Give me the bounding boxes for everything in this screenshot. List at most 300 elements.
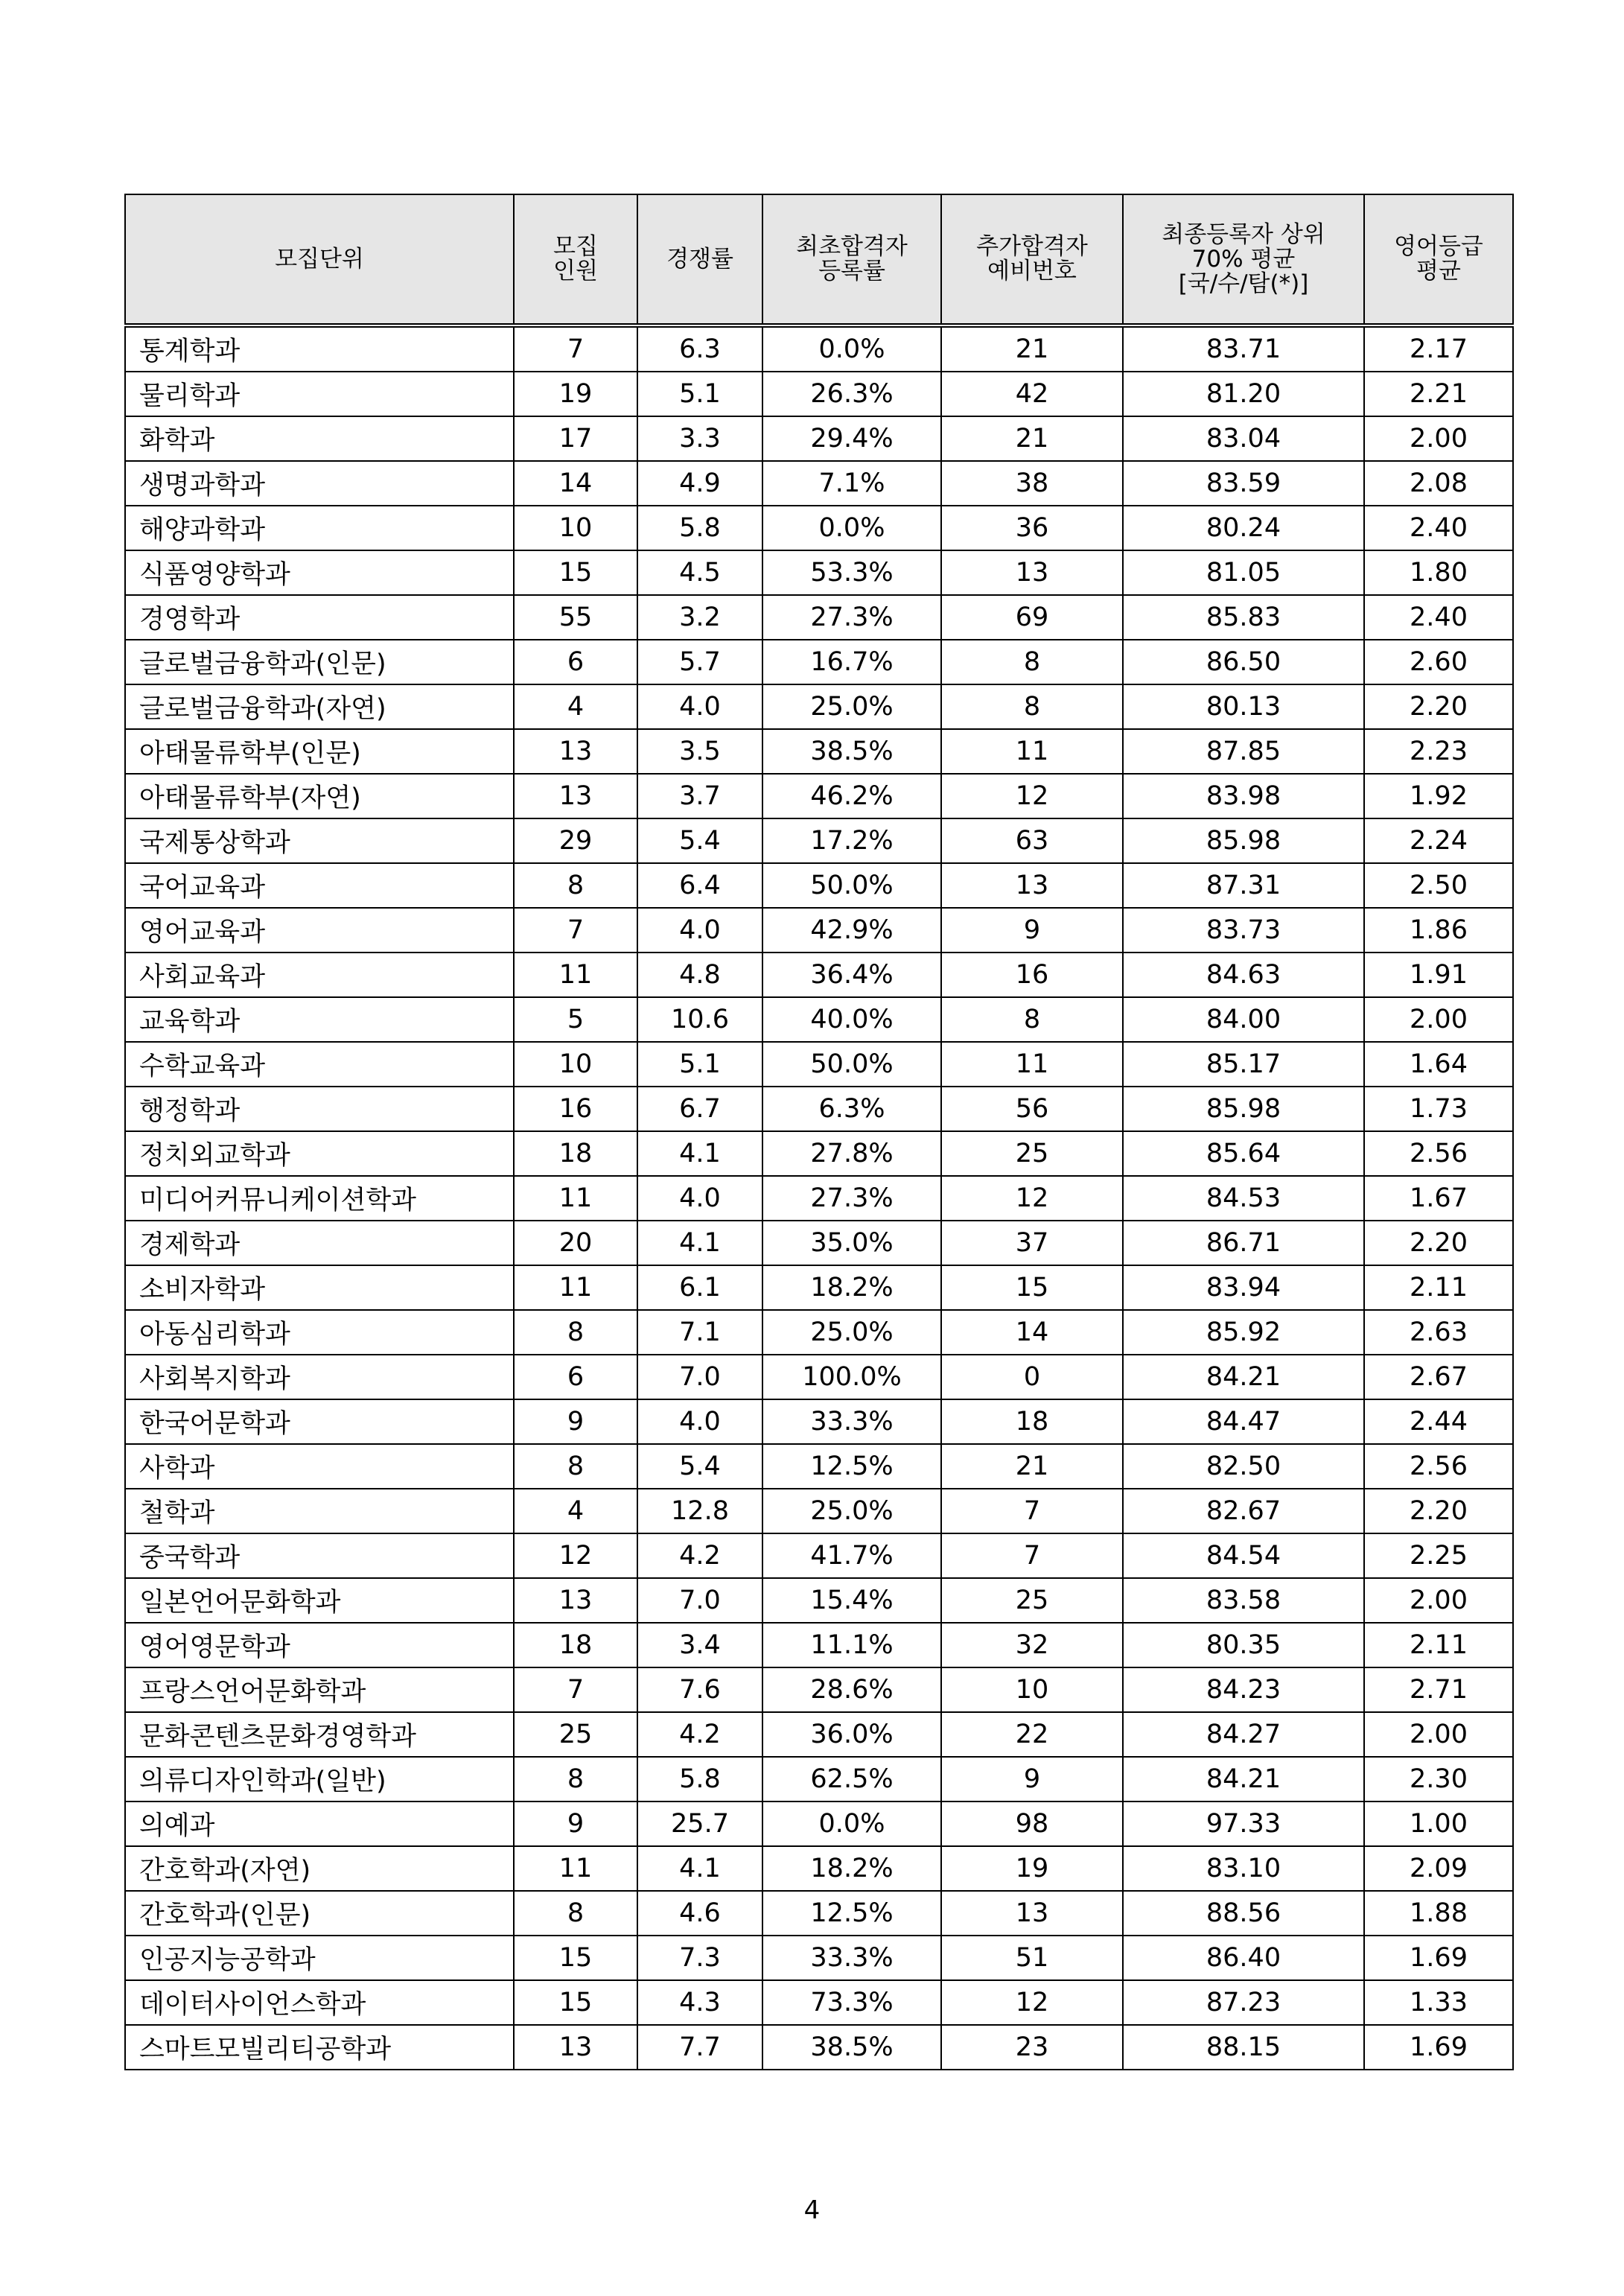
- cell-recruitment-unit: 국어교육과: [125, 863, 514, 908]
- table-row: [125, 684, 1513, 729]
- table-header-row: [125, 194, 1513, 325]
- cell-competition-rate: 4.0: [637, 908, 762, 953]
- cell-quota: 7: [514, 908, 637, 953]
- cell-english-grade-average: 2.09: [1364, 1846, 1513, 1891]
- cell-english-grade-average: 2.20: [1364, 1221, 1513, 1265]
- cell-top70-average: 85.98: [1123, 1087, 1364, 1131]
- admissions-results-table: [124, 194, 1514, 2070]
- cell-top70-average: 83.59: [1123, 461, 1364, 506]
- cell-quota: 15: [514, 1936, 637, 1980]
- cell-waitlist-number: 42: [941, 372, 1123, 416]
- cell-top70-average: 84.23: [1123, 1667, 1364, 1712]
- cell-top70-average: 81.20: [1123, 372, 1364, 416]
- cell-competition-rate: 25.7: [637, 1801, 762, 1846]
- cell-initial-enrollment-rate: 16.7%: [762, 640, 941, 684]
- cell-english-grade-average: 1.80: [1364, 550, 1513, 595]
- cell-quota: 6: [514, 640, 637, 684]
- cell-competition-rate: 5.8: [637, 1757, 762, 1801]
- cell-waitlist-number: 98: [941, 1801, 1123, 1846]
- cell-waitlist-number: 16: [941, 953, 1123, 997]
- cell-waitlist-number: 7: [941, 1533, 1123, 1578]
- cell-english-grade-average: 1.91: [1364, 953, 1513, 997]
- cell-quota: 13: [514, 2025, 637, 2070]
- cell-quota: 25: [514, 1712, 637, 1757]
- cell-initial-enrollment-rate: 25.0%: [762, 1489, 941, 1533]
- cell-initial-enrollment-rate: 36.4%: [762, 953, 941, 997]
- cell-recruitment-unit: 인공지능공학과: [125, 1936, 514, 1980]
- table-row: [125, 908, 1513, 953]
- cell-waitlist-number: 13: [941, 1891, 1123, 1936]
- cell-english-grade-average: 1.69: [1364, 2025, 1513, 2070]
- cell-initial-enrollment-rate: 18.2%: [762, 1846, 941, 1891]
- cell-quota: 15: [514, 550, 637, 595]
- cell-english-grade-average: 2.40: [1364, 595, 1513, 640]
- cell-top70-average: 85.98: [1123, 818, 1364, 863]
- cell-recruitment-unit: 미디어커뮤니케이션학과: [125, 1176, 514, 1221]
- cell-competition-rate: 3.2: [637, 595, 762, 640]
- cell-english-grade-average: 1.86: [1364, 908, 1513, 953]
- cell-initial-enrollment-rate: 50.0%: [762, 863, 941, 908]
- cell-recruitment-unit: 사회교육과: [125, 953, 514, 997]
- table-row: [125, 550, 1513, 595]
- table-row: [125, 1310, 1513, 1355]
- cell-initial-enrollment-rate: 53.3%: [762, 550, 941, 595]
- cell-english-grade-average: 2.30: [1364, 1757, 1513, 1801]
- table-row: [125, 774, 1513, 818]
- cell-waitlist-number: 13: [941, 550, 1123, 595]
- cell-competition-rate: 4.0: [637, 1399, 762, 1444]
- cell-top70-average: 84.00: [1123, 997, 1364, 1042]
- table-row: [125, 461, 1513, 506]
- cell-competition-rate: 7.6: [637, 1667, 762, 1712]
- cell-initial-enrollment-rate: 29.4%: [762, 416, 941, 461]
- table-row: [125, 953, 1513, 997]
- cell-competition-rate: 5.7: [637, 640, 762, 684]
- cell-quota: 29: [514, 818, 637, 863]
- cell-quota: 13: [514, 774, 637, 818]
- cell-quota: 55: [514, 595, 637, 640]
- table-row: [125, 1399, 1513, 1444]
- cell-top70-average: 86.40: [1123, 1936, 1364, 1980]
- cell-top70-average: 85.92: [1123, 1310, 1364, 1355]
- cell-top70-average: 84.21: [1123, 1355, 1364, 1399]
- cell-english-grade-average: 1.64: [1364, 1042, 1513, 1087]
- cell-competition-rate: 4.0: [637, 684, 762, 729]
- cell-initial-enrollment-rate: 25.0%: [762, 684, 941, 729]
- cell-initial-enrollment-rate: 38.5%: [762, 729, 941, 774]
- cell-quota: 8: [514, 1444, 637, 1489]
- cell-recruitment-unit: 국제통상학과: [125, 818, 514, 863]
- cell-initial-enrollment-rate: 25.0%: [762, 1310, 941, 1355]
- cell-recruitment-unit: 의류디자인학과(일반): [125, 1757, 514, 1801]
- cell-initial-enrollment-rate: 42.9%: [762, 908, 941, 953]
- cell-initial-enrollment-rate: 12.5%: [762, 1891, 941, 1936]
- cell-quota: 8: [514, 1310, 637, 1355]
- cell-competition-rate: 3.7: [637, 774, 762, 818]
- table-row: [125, 1265, 1513, 1310]
- cell-top70-average: 87.23: [1123, 1980, 1364, 2025]
- cell-waitlist-number: 38: [941, 461, 1123, 506]
- cell-competition-rate: 4.1: [637, 1846, 762, 1891]
- cell-recruitment-unit: 통계학과: [125, 325, 514, 372]
- table-row: [125, 1176, 1513, 1221]
- cell-waitlist-number: 11: [941, 1042, 1123, 1087]
- cell-english-grade-average: 2.20: [1364, 684, 1513, 729]
- cell-top70-average: 83.73: [1123, 908, 1364, 953]
- cell-english-grade-average: 2.63: [1364, 1310, 1513, 1355]
- cell-waitlist-number: 9: [941, 1757, 1123, 1801]
- cell-recruitment-unit: 생명과학과: [125, 461, 514, 506]
- cell-initial-enrollment-rate: 11.1%: [762, 1623, 941, 1667]
- cell-quota: 8: [514, 1891, 637, 1936]
- cell-initial-enrollment-rate: 38.5%: [762, 2025, 941, 2070]
- table-row: [125, 1355, 1513, 1399]
- cell-waitlist-number: 13: [941, 863, 1123, 908]
- cell-recruitment-unit: 소비자학과: [125, 1265, 514, 1310]
- cell-english-grade-average: 2.17: [1364, 325, 1513, 372]
- cell-initial-enrollment-rate: 26.3%: [762, 372, 941, 416]
- cell-english-grade-average: 2.44: [1364, 1399, 1513, 1444]
- cell-initial-enrollment-rate: 62.5%: [762, 1757, 941, 1801]
- table-row: [125, 640, 1513, 684]
- cell-recruitment-unit: 일본언어문화학과: [125, 1578, 514, 1623]
- cell-initial-enrollment-rate: 12.5%: [762, 1444, 941, 1489]
- cell-top70-average: 84.63: [1123, 953, 1364, 997]
- cell-competition-rate: 3.5: [637, 729, 762, 774]
- cell-recruitment-unit: 식품영양학과: [125, 550, 514, 595]
- table-row: [125, 2025, 1513, 2070]
- cell-quota: 19: [514, 372, 637, 416]
- cell-english-grade-average: 2.50: [1364, 863, 1513, 908]
- cell-initial-enrollment-rate: 73.3%: [762, 1980, 941, 2025]
- cell-initial-enrollment-rate: 28.6%: [762, 1667, 941, 1712]
- cell-competition-rate: 6.4: [637, 863, 762, 908]
- cell-waitlist-number: 12: [941, 1980, 1123, 2025]
- cell-top70-average: 97.33: [1123, 1801, 1364, 1846]
- cell-recruitment-unit: 아태물류학부(자연): [125, 774, 514, 818]
- cell-initial-enrollment-rate: 41.7%: [762, 1533, 941, 1578]
- cell-top70-average: 82.67: [1123, 1489, 1364, 1533]
- cell-initial-enrollment-rate: 0.0%: [762, 506, 941, 550]
- table-row: [125, 1131, 1513, 1176]
- cell-quota: 18: [514, 1623, 637, 1667]
- table-row: [125, 1712, 1513, 1757]
- cell-initial-enrollment-rate: 0.0%: [762, 325, 941, 372]
- cell-quota: 5: [514, 997, 637, 1042]
- header-waitlist-number: 추가합격자 예비번호: [941, 194, 1123, 325]
- cell-waitlist-number: 22: [941, 1712, 1123, 1757]
- cell-waitlist-number: 12: [941, 774, 1123, 818]
- cell-recruitment-unit: 경제학과: [125, 1221, 514, 1265]
- header-initial-enrollment-rate: 최초합격자 등록률: [762, 194, 941, 325]
- table-row: [125, 506, 1513, 550]
- cell-english-grade-average: 2.11: [1364, 1623, 1513, 1667]
- cell-initial-enrollment-rate: 33.3%: [762, 1936, 941, 1980]
- cell-competition-rate: 6.3: [637, 325, 762, 372]
- cell-competition-rate: 7.0: [637, 1578, 762, 1623]
- cell-quota: 20: [514, 1221, 637, 1265]
- cell-quota: 6: [514, 1355, 637, 1399]
- cell-quota: 13: [514, 729, 637, 774]
- cell-initial-enrollment-rate: 50.0%: [762, 1042, 941, 1087]
- cell-initial-enrollment-rate: 40.0%: [762, 997, 941, 1042]
- cell-english-grade-average: 2.60: [1364, 640, 1513, 684]
- table-row: [125, 1936, 1513, 1980]
- cell-waitlist-number: 25: [941, 1578, 1123, 1623]
- cell-waitlist-number: 8: [941, 997, 1123, 1042]
- cell-recruitment-unit: 영어교육과: [125, 908, 514, 953]
- table-row: [125, 1221, 1513, 1265]
- table-row: [125, 863, 1513, 908]
- cell-quota: 10: [514, 1042, 637, 1087]
- cell-competition-rate: 4.9: [637, 461, 762, 506]
- cell-initial-enrollment-rate: 46.2%: [762, 774, 941, 818]
- table-row: [125, 1757, 1513, 1801]
- table-row: [125, 1623, 1513, 1667]
- cell-recruitment-unit: 철학과: [125, 1489, 514, 1533]
- table-row: [125, 1846, 1513, 1891]
- cell-english-grade-average: 1.92: [1364, 774, 1513, 818]
- cell-top70-average: 83.94: [1123, 1265, 1364, 1310]
- table-row: [125, 1087, 1513, 1131]
- cell-top70-average: 84.47: [1123, 1399, 1364, 1444]
- cell-top70-average: 85.83: [1123, 595, 1364, 640]
- cell-competition-rate: 4.0: [637, 1176, 762, 1221]
- cell-waitlist-number: 63: [941, 818, 1123, 863]
- cell-top70-average: 80.24: [1123, 506, 1364, 550]
- cell-competition-rate: 10.6: [637, 997, 762, 1042]
- table-row: [125, 729, 1513, 774]
- cell-top70-average: 82.50: [1123, 1444, 1364, 1489]
- cell-english-grade-average: 2.00: [1364, 1578, 1513, 1623]
- cell-waitlist-number: 37: [941, 1221, 1123, 1265]
- cell-quota: 14: [514, 461, 637, 506]
- cell-recruitment-unit: 사학과: [125, 1444, 514, 1489]
- cell-recruitment-unit: 경영학과: [125, 595, 514, 640]
- cell-initial-enrollment-rate: 27.3%: [762, 595, 941, 640]
- cell-competition-rate: 7.0: [637, 1355, 762, 1399]
- cell-initial-enrollment-rate: 18.2%: [762, 1265, 941, 1310]
- cell-top70-average: 85.64: [1123, 1131, 1364, 1176]
- cell-quota: 4: [514, 684, 637, 729]
- cell-english-grade-average: 2.11: [1364, 1265, 1513, 1310]
- cell-top70-average: 86.50: [1123, 640, 1364, 684]
- header-quota: 모집 인원: [514, 194, 637, 325]
- cell-top70-average: 87.31: [1123, 863, 1364, 908]
- cell-competition-rate: 7.1: [637, 1310, 762, 1355]
- cell-waitlist-number: 36: [941, 506, 1123, 550]
- cell-competition-rate: 4.2: [637, 1533, 762, 1578]
- cell-top70-average: 84.27: [1123, 1712, 1364, 1757]
- cell-top70-average: 83.10: [1123, 1846, 1364, 1891]
- cell-recruitment-unit: 간호학과(자연): [125, 1846, 514, 1891]
- cell-waitlist-number: 21: [941, 416, 1123, 461]
- cell-top70-average: 88.56: [1123, 1891, 1364, 1936]
- cell-top70-average: 83.58: [1123, 1578, 1364, 1623]
- cell-waitlist-number: 10: [941, 1667, 1123, 1712]
- table-row: [125, 372, 1513, 416]
- cell-initial-enrollment-rate: 7.1%: [762, 461, 941, 506]
- cell-english-grade-average: 2.21: [1364, 372, 1513, 416]
- cell-quota: 18: [514, 1131, 637, 1176]
- cell-quota: 9: [514, 1399, 637, 1444]
- cell-initial-enrollment-rate: 6.3%: [762, 1087, 941, 1131]
- cell-top70-average: 83.71: [1123, 325, 1364, 372]
- cell-english-grade-average: 2.56: [1364, 1131, 1513, 1176]
- table-row: [125, 997, 1513, 1042]
- table-row: [125, 1980, 1513, 2025]
- table-row: [125, 1801, 1513, 1846]
- cell-quota: 13: [514, 1578, 637, 1623]
- cell-competition-rate: 4.5: [637, 550, 762, 595]
- cell-recruitment-unit: 정치외교학과: [125, 1131, 514, 1176]
- cell-quota: 10: [514, 506, 637, 550]
- cell-initial-enrollment-rate: 27.3%: [762, 1176, 941, 1221]
- cell-quota: 8: [514, 863, 637, 908]
- cell-english-grade-average: 2.20: [1364, 1489, 1513, 1533]
- cell-english-grade-average: 1.00: [1364, 1801, 1513, 1846]
- cell-english-grade-average: 1.33: [1364, 1980, 1513, 2025]
- cell-recruitment-unit: 글로벌금융학과(인문): [125, 640, 514, 684]
- cell-top70-average: 80.35: [1123, 1623, 1364, 1667]
- cell-waitlist-number: 15: [941, 1265, 1123, 1310]
- cell-english-grade-average: 2.25: [1364, 1533, 1513, 1578]
- cell-recruitment-unit: 아동심리학과: [125, 1310, 514, 1355]
- cell-recruitment-unit: 수학교육과: [125, 1042, 514, 1087]
- cell-english-grade-average: 2.40: [1364, 506, 1513, 550]
- cell-competition-rate: 7.7: [637, 2025, 762, 2070]
- cell-top70-average: 86.71: [1123, 1221, 1364, 1265]
- cell-english-grade-average: 2.08: [1364, 461, 1513, 506]
- cell-initial-enrollment-rate: 15.4%: [762, 1578, 941, 1623]
- table-body: [125, 325, 1513, 2070]
- table-row: [125, 1444, 1513, 1489]
- cell-top70-average: 85.17: [1123, 1042, 1364, 1087]
- page-number: 4: [803, 2195, 821, 2225]
- cell-recruitment-unit: 아태물류학부(인문): [125, 729, 514, 774]
- cell-waitlist-number: 8: [941, 640, 1123, 684]
- cell-english-grade-average: 1.69: [1364, 1936, 1513, 1980]
- cell-competition-rate: 6.1: [637, 1265, 762, 1310]
- cell-english-grade-average: 2.56: [1364, 1444, 1513, 1489]
- cell-waitlist-number: 18: [941, 1399, 1123, 1444]
- table-row: [125, 595, 1513, 640]
- cell-competition-rate: 4.2: [637, 1712, 762, 1757]
- cell-english-grade-average: 1.73: [1364, 1087, 1513, 1131]
- cell-quota: 17: [514, 416, 637, 461]
- cell-competition-rate: 3.4: [637, 1623, 762, 1667]
- cell-waitlist-number: 32: [941, 1623, 1123, 1667]
- cell-waitlist-number: 69: [941, 595, 1123, 640]
- cell-waitlist-number: 51: [941, 1936, 1123, 1980]
- table-row: [125, 325, 1513, 372]
- cell-initial-enrollment-rate: 17.2%: [762, 818, 941, 863]
- cell-waitlist-number: 56: [941, 1087, 1123, 1131]
- cell-quota: 8: [514, 1757, 637, 1801]
- cell-competition-rate: 6.7: [637, 1087, 762, 1131]
- cell-quota: 15: [514, 1980, 637, 2025]
- cell-initial-enrollment-rate: 35.0%: [762, 1221, 941, 1265]
- cell-waitlist-number: 8: [941, 684, 1123, 729]
- cell-competition-rate: 12.8: [637, 1489, 762, 1533]
- cell-recruitment-unit: 문화콘텐츠문화경영학과: [125, 1712, 514, 1757]
- cell-quota: 12: [514, 1533, 637, 1578]
- cell-english-grade-average: 1.88: [1364, 1891, 1513, 1936]
- header-recruitment-unit: 모집단위: [125, 194, 514, 325]
- cell-quota: 11: [514, 1176, 637, 1221]
- header-english-grade-average: 영어등급 평균: [1364, 194, 1513, 325]
- header-top70-average: 최종등록자 상위 70% 평균 [국/수/탐(*)]: [1123, 194, 1364, 325]
- cell-english-grade-average: 1.67: [1364, 1176, 1513, 1221]
- cell-quota: 7: [514, 1667, 637, 1712]
- cell-recruitment-unit: 글로벌금융학과(자연): [125, 684, 514, 729]
- cell-quota: 16: [514, 1087, 637, 1131]
- table-row: [125, 416, 1513, 461]
- cell-competition-rate: 4.8: [637, 953, 762, 997]
- cell-english-grade-average: 2.23: [1364, 729, 1513, 774]
- cell-competition-rate: 5.4: [637, 1444, 762, 1489]
- table-row: [125, 1489, 1513, 1533]
- cell-initial-enrollment-rate: 36.0%: [762, 1712, 941, 1757]
- cell-waitlist-number: 25: [941, 1131, 1123, 1176]
- table-row: [125, 1042, 1513, 1087]
- cell-recruitment-unit: 간호학과(인문): [125, 1891, 514, 1936]
- cell-top70-average: 83.98: [1123, 774, 1364, 818]
- cell-quota: 9: [514, 1801, 637, 1846]
- cell-initial-enrollment-rate: 0.0%: [762, 1801, 941, 1846]
- cell-recruitment-unit: 물리학과: [125, 372, 514, 416]
- cell-quota: 11: [514, 1846, 637, 1891]
- table-row: [125, 818, 1513, 863]
- cell-competition-rate: 4.1: [637, 1131, 762, 1176]
- cell-quota: 4: [514, 1489, 637, 1533]
- cell-recruitment-unit: 의예과: [125, 1801, 514, 1846]
- cell-top70-average: 81.05: [1123, 550, 1364, 595]
- cell-english-grade-average: 2.00: [1364, 416, 1513, 461]
- cell-waitlist-number: 7: [941, 1489, 1123, 1533]
- cell-top70-average: 84.21: [1123, 1757, 1364, 1801]
- cell-english-grade-average: 2.24: [1364, 818, 1513, 863]
- cell-competition-rate: 4.3: [637, 1980, 762, 2025]
- cell-competition-rate: 7.3: [637, 1936, 762, 1980]
- cell-competition-rate: 4.6: [637, 1891, 762, 1936]
- cell-waitlist-number: 11: [941, 729, 1123, 774]
- cell-top70-average: 87.85: [1123, 729, 1364, 774]
- cell-english-grade-average: 2.67: [1364, 1355, 1513, 1399]
- cell-recruitment-unit: 프랑스언어문화학과: [125, 1667, 514, 1712]
- cell-waitlist-number: 9: [941, 908, 1123, 953]
- cell-quota: 7: [514, 325, 637, 372]
- cell-waitlist-number: 21: [941, 1444, 1123, 1489]
- cell-top70-average: 80.13: [1123, 684, 1364, 729]
- cell-top70-average: 84.53: [1123, 1176, 1364, 1221]
- cell-competition-rate: 5.4: [637, 818, 762, 863]
- cell-quota: 11: [514, 953, 637, 997]
- cell-competition-rate: 5.8: [637, 506, 762, 550]
- cell-competition-rate: 5.1: [637, 372, 762, 416]
- cell-recruitment-unit: 데이터사이언스학과: [125, 1980, 514, 2025]
- cell-recruitment-unit: 화학과: [125, 416, 514, 461]
- header-competition-rate: 경쟁률: [637, 194, 762, 325]
- cell-recruitment-unit: 교육학과: [125, 997, 514, 1042]
- cell-initial-enrollment-rate: 100.0%: [762, 1355, 941, 1399]
- cell-english-grade-average: 2.00: [1364, 997, 1513, 1042]
- cell-top70-average: 88.15: [1123, 2025, 1364, 2070]
- table-row: [125, 1891, 1513, 1936]
- cell-top70-average: 83.04: [1123, 416, 1364, 461]
- cell-waitlist-number: 23: [941, 2025, 1123, 2070]
- cell-waitlist-number: 0: [941, 1355, 1123, 1399]
